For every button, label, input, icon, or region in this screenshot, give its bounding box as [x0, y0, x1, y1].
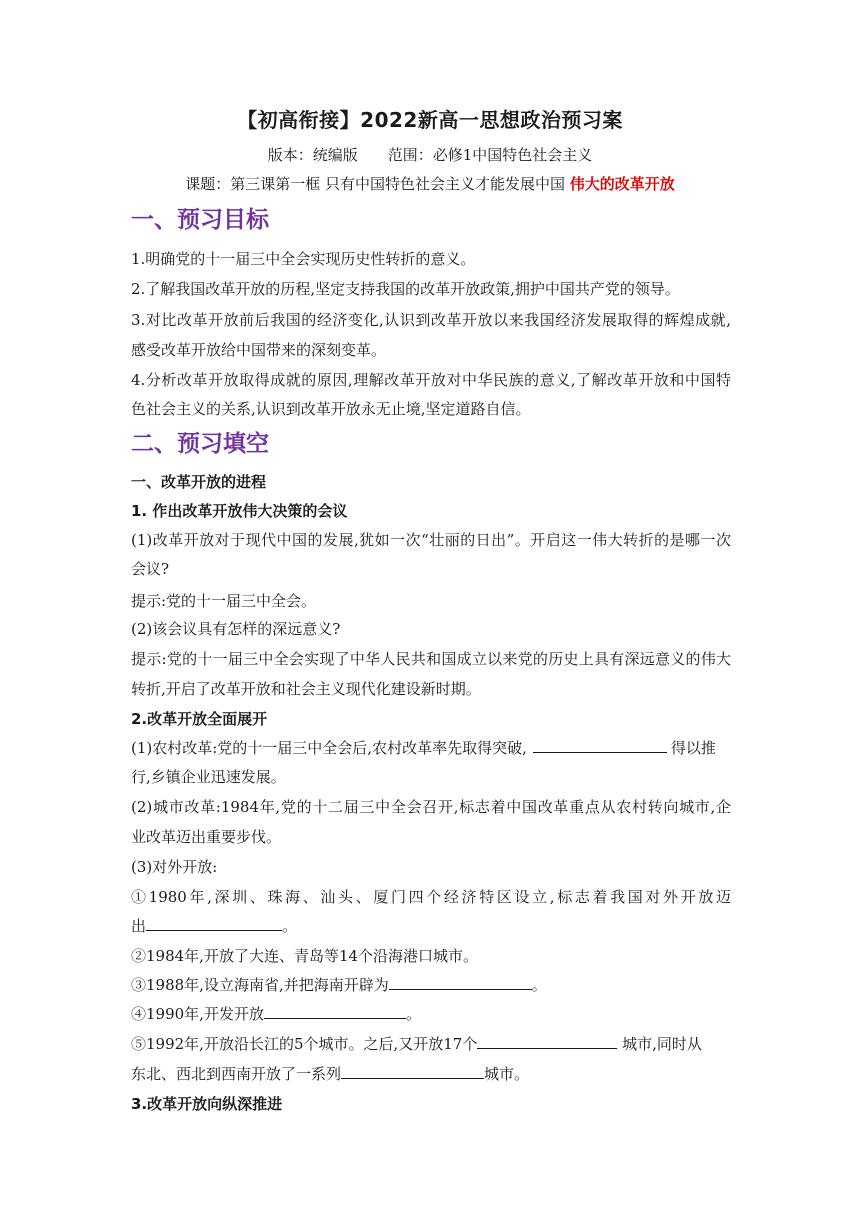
scope-text: 范围：必修1中国特色社会主义 — [387, 146, 593, 164]
question-title: 2.改革开放全面展开 — [131, 710, 268, 728]
answer-blank[interactable] — [146, 915, 282, 931]
version-text: 版本：统编版 — [267, 146, 358, 164]
hint-line: 提示:党的十一届三中全会。 — [131, 592, 317, 610]
answer-blank[interactable] — [264, 1003, 406, 1019]
fill-line-o3: ③1988年,设立海南省,并把海南开辟为 。 — [131, 976, 547, 994]
answer-blank[interactable] — [341, 1063, 484, 1079]
answer-blank[interactable] — [389, 974, 532, 990]
part-title: 一、改革开放的进程 — [131, 473, 267, 491]
fill-line: 业改革迈出重要步伐。 — [131, 828, 282, 846]
fill-line: ②1984年,开放了大连、青岛等14个沿海港口城市。 — [131, 947, 479, 965]
question-line: (1)改革开放对于现代中国的发展,犹如一次“壮丽的日出”。开启这一伟大转折的是哪一次 — [131, 531, 731, 549]
fill-line: 行,乡镇企业迅速发展。 — [131, 768, 286, 786]
goal-line: 2.了解我国改革开放的历程,坚定支持我国的改革开放政策,拥护中国共产党的领导。 — [131, 280, 680, 298]
open-title: (3)对外开放: — [131, 858, 218, 876]
fill-line-o5: ⑤1992年,开放沿长江的5个城市。之后,又开放17个 城市,同时从 — [131, 1035, 702, 1053]
fill-line-rural: (1)农村改革:党的十一届三中全会后,农村改革率先取得突破, 得以推 — [131, 739, 716, 757]
topic-highlight: 伟大的改革开放 — [569, 175, 675, 193]
fill-line-o5b: 东北、西北到西南开放了一系列 城市。 — [131, 1065, 530, 1083]
question-title: 3.改革开放向纵深推进 — [131, 1095, 283, 1113]
section-heading-fill: 二、预习填空 — [131, 431, 269, 457]
hint-line: 转折,开启了改革开放和社会主义现代化建设新时期。 — [131, 680, 481, 698]
version-scope-line — [0, 144, 860, 165]
goal-line: 感受改革开放给中国带来的深刻变革。 — [131, 341, 387, 359]
topic-prefix: 课题：第三课第一框 只有中国特色社会主义才能发展中国 — [185, 175, 565, 193]
section-heading-goals: 一、预习目标 — [131, 207, 269, 233]
goal-line: 3.对比改革开放前后我国的经济变化,认识到改革开放以来我国经济发展取得的辉煌成就, — [131, 311, 731, 329]
document-title: 【初高衔接】2022新高一思想政治预习案 — [237, 108, 623, 132]
goal-line: 色社会主义的关系,认识到改革开放永无止境,坚定道路自信。 — [131, 400, 531, 418]
answer-blank[interactable] — [533, 737, 667, 753]
fill-line-o1: 出 。 — [131, 917, 298, 935]
answer-blank[interactable] — [477, 1033, 617, 1049]
fill-line-o4: ④1990年,开发开放 。 — [131, 1005, 421, 1023]
question-line: (2)该会议具有怎样的深远意义? — [131, 620, 341, 638]
question-title: 1. 作出改革开放伟大决策的会议 — [131, 502, 348, 520]
goal-line: 4.分析改革开放取得成就的原因,理解改革开放对中华民族的意义,了解改革开放和中国特 — [131, 371, 731, 389]
hint-line: 提示:党的十一届三中全会实现了中华人民共和国成立以来党的历史上具有深远意义的伟大 — [131, 650, 731, 668]
fill-line: (2)城市改革:1984年,党的十二届三中全会召开,标志着中国改革重点从农村转向城市,企 — [131, 798, 731, 816]
fill-line: ①1980年,深圳、珠海、汕头、厦门四个经济特区设立,标志着我国对外开放迈 — [131, 888, 731, 906]
topic-line — [0, 173, 860, 194]
goal-line: 1.明确党的十一届三中全会实现历史性转折的意义。 — [131, 250, 476, 268]
question-line: 会议? — [131, 560, 170, 578]
